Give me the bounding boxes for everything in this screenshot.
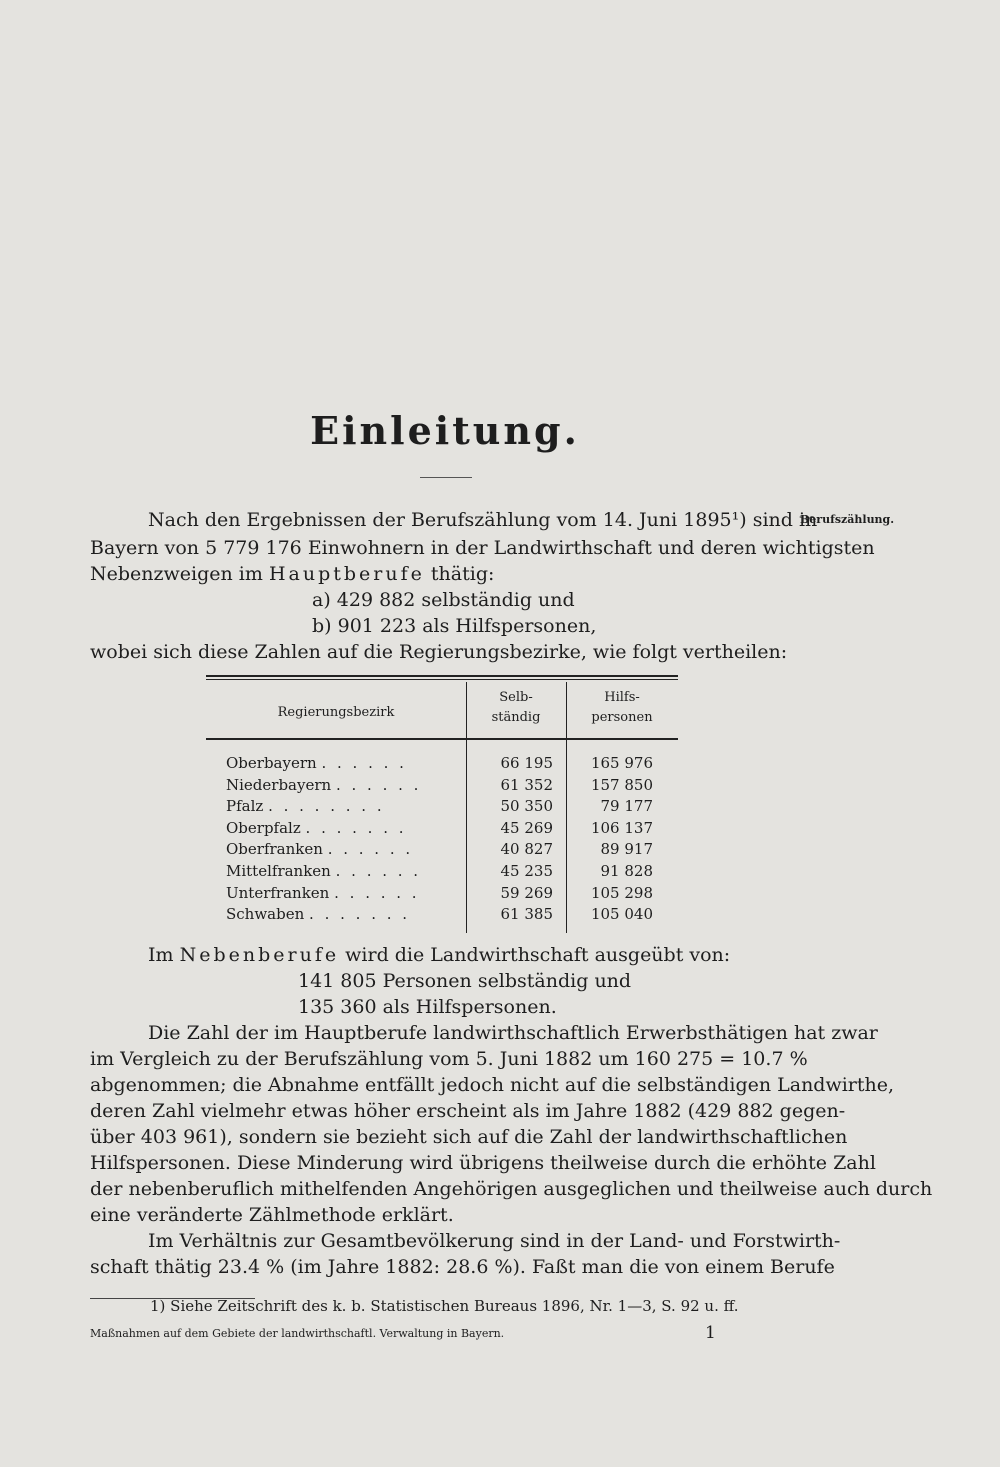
paragraph-line: Die Zahl der im Hauptberufe landwirthschaftlich Erwerbsthätigen hat zwar xyxy=(148,1022,878,1044)
table-top-rule-thin xyxy=(206,679,678,680)
margin-note: Berufszählung. xyxy=(800,513,895,526)
header-hilfspersonen-2: personen xyxy=(591,710,653,725)
table-row xyxy=(206,753,678,775)
table-row xyxy=(206,904,678,926)
paragraph-line: schaft thätig 23.4 % (im Jahre 1882: 28.6 %). Faßt man die von einem Berufe xyxy=(90,1256,835,1278)
region-name: Mittelfranken . . . . . . xyxy=(226,862,422,880)
header-hilfspersonen-1: Hilfs- xyxy=(604,690,640,705)
value-hilfspersonen: 106 137 xyxy=(590,818,653,837)
region-name: Oberfranken . . . . . . xyxy=(226,840,414,859)
paragraph-line: abgenommen; die Abnahme entfällt jedoch nicht auf die selbständigen Landwirthe, xyxy=(90,1074,895,1096)
region-table xyxy=(206,675,678,933)
value-hilfspersonen: 91 828 xyxy=(600,862,653,880)
paragraph-line: wobei sich diese Zahlen auf die Regierungsbezirke, wie folgt vertheilen: xyxy=(90,641,788,663)
value-selbstaendig: 45 235 xyxy=(500,862,553,880)
region-name: Oberpfalz . . . . . . . xyxy=(226,818,407,837)
region-name: Niederbayern . . . . . . xyxy=(226,775,422,794)
region-name: Schwaben . . . . . . . xyxy=(226,905,411,924)
paragraph-line: im Vergleich zu der Berufszählung vom 5. Juni 1882 um 160 275 = 10.7 % xyxy=(90,1048,808,1070)
header-region: Regierungsbezirk xyxy=(277,705,395,720)
header-selbstaendig-1: Selb- xyxy=(499,690,533,705)
paragraph-line-mixed xyxy=(148,943,730,967)
title-divider xyxy=(420,477,472,478)
paragraph-line: über 403 961), sondern sie bezieht sich auf die Zahl der landwirthschaftlichen xyxy=(90,1126,848,1148)
value-selbstaendig: 40 827 xyxy=(500,840,553,859)
header-selbstaendig-2: ständig xyxy=(491,710,541,725)
page-number: 1 xyxy=(705,1323,716,1343)
paragraph-text: wird die Landwirthschaft ausgeübt von: xyxy=(345,944,731,966)
value-hilfspersonen: 105 040 xyxy=(590,905,653,924)
region-name: Unterfranken . . . . . . xyxy=(226,883,420,902)
value-selbstaendig: 61 385 xyxy=(500,905,553,924)
value-selbstaendig: 45 269 xyxy=(500,818,553,837)
table-row xyxy=(206,839,678,861)
footnote: 1) Siehe Zeitschrift des k. b. Statistischen Bureaus 1896, Nr. 1—3, S. 92 u. ff. xyxy=(150,1297,739,1315)
list-item: 141 805 Personen selbständig und xyxy=(298,970,632,992)
paragraph-text: Im xyxy=(148,944,174,966)
value-selbstaendig: 59 269 xyxy=(500,883,553,902)
paragraph-text: Nebenzweigen im xyxy=(90,563,263,585)
value-hilfspersonen: 165 976 xyxy=(590,754,653,772)
table-row xyxy=(206,796,678,818)
paragraph-line: der nebenberuflich mithelfenden Angehörigen ausgeglichen und theilweise auch durch xyxy=(90,1178,933,1200)
value-hilfspersonen: 79 177 xyxy=(600,797,653,816)
table-header-rule xyxy=(206,738,678,740)
list-item: 135 360 als Hilfspersonen. xyxy=(298,996,557,1018)
value-selbstaendig: 66 195 xyxy=(500,754,553,772)
paragraph-text: thätig: xyxy=(430,563,495,585)
paragraph-line: eine veränderte Zählmethode erklärt. xyxy=(90,1204,454,1226)
table-row xyxy=(206,775,678,797)
page-title: Einleitung. xyxy=(310,408,580,453)
value-hilfspersonen: 89 917 xyxy=(600,840,653,859)
paragraph-line: deren Zahl vielmehr etwas höher erscheint als im Jahre 1882 (429 882 gegen- xyxy=(90,1100,846,1122)
table-row xyxy=(206,861,678,883)
table-top-rule xyxy=(206,675,678,677)
paragraph-line: Bayern von 5 779 176 Einwohnern in der Landwirthschaft und deren wichtigsten xyxy=(90,537,875,559)
value-hilfspersonen: 105 298 xyxy=(590,883,653,902)
value-selbstaendig: 61 352 xyxy=(500,775,553,794)
paragraph-line: Im Verhältnis zur Gesamtbevölkerung sind in der Land- und Forstwirth- xyxy=(148,1230,841,1252)
emphasis-text: Nebenberufe xyxy=(179,944,340,966)
value-selbstaendig: 50 350 xyxy=(500,797,553,816)
emphasis-text: Hauptberufe xyxy=(268,563,425,585)
table-row xyxy=(206,818,678,840)
running-footer: Maßnahmen auf dem Gebiete der landwirthschaftl. Verwaltung in Bayern. xyxy=(90,1327,505,1340)
value-hilfspersonen: 157 850 xyxy=(590,775,653,794)
region-name: Oberbayern . . . . . . xyxy=(226,754,407,772)
list-item-b: b) 901 223 als Hilfspersonen, xyxy=(312,615,597,637)
paragraph-line: Nach den Ergebnissen der Berufszählung vom 14. Juni 1895¹) sind in xyxy=(148,509,818,531)
region-name: Pfalz . . . . . . . . xyxy=(226,797,385,816)
paragraph-line-mixed xyxy=(90,562,494,586)
paragraph-line: Hilfspersonen. Diese Minderung wird übrigens theilweise durch die erhöhte Zahl xyxy=(90,1152,876,1174)
table-row xyxy=(206,883,678,905)
list-item-a: a) 429 882 selbständig und xyxy=(312,589,575,611)
